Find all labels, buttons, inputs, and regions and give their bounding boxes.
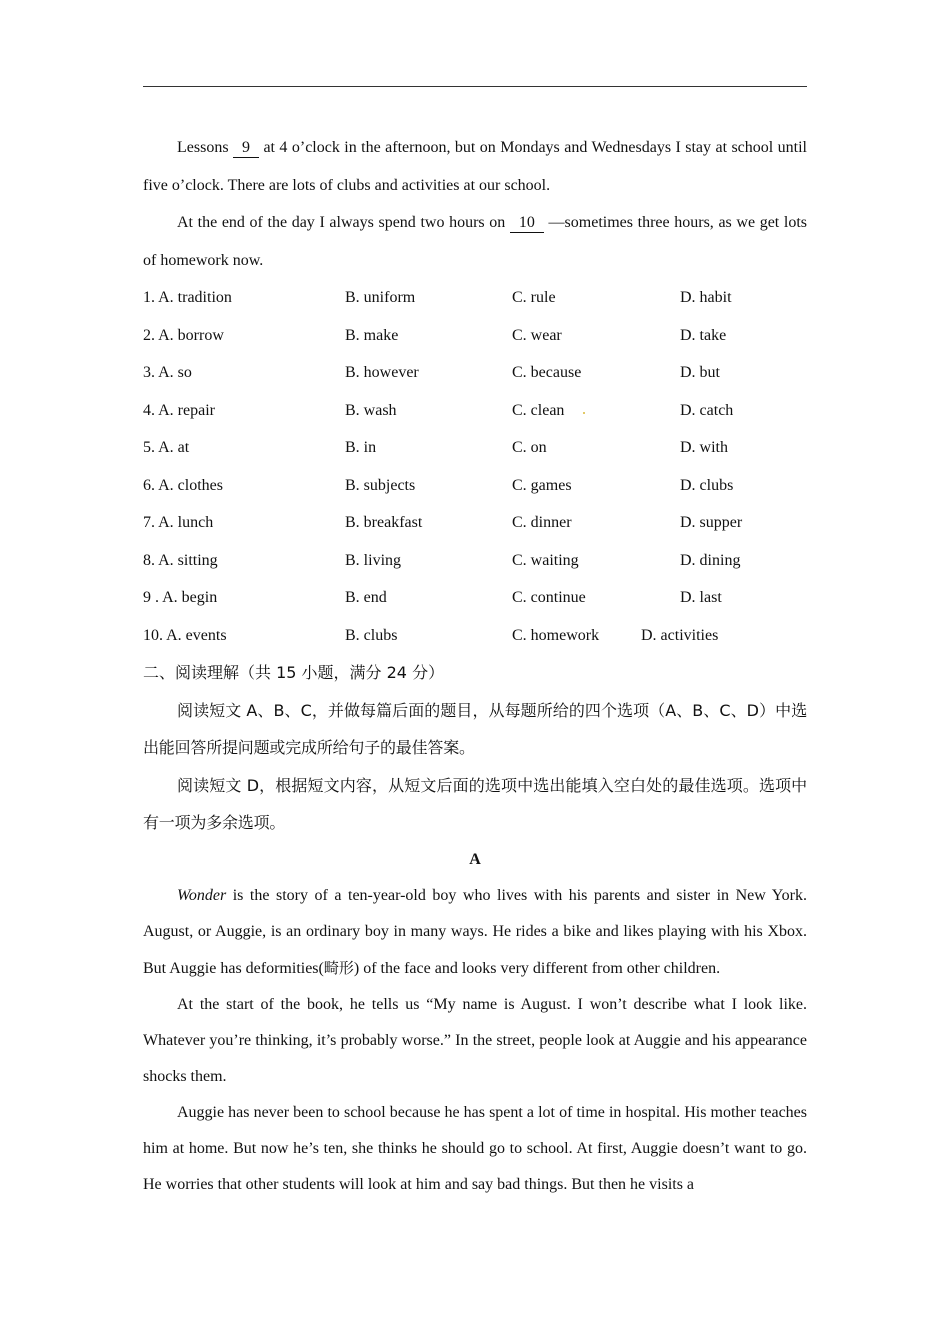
option-c: C. homework — [512, 626, 600, 644]
option-d: D. catch — [680, 401, 734, 419]
option-c: C. waiting — [512, 551, 579, 569]
cloze-paragraph-2 — [143, 204, 807, 279]
cloze-text: —sometimes three hours, as we get lots of homework now. — [143, 214, 808, 269]
cloze-paragraph-1 — [143, 129, 807, 204]
passage-text: ) of the face and looks very different from other children. — [353, 959, 721, 977]
option-b: B. make — [345, 326, 399, 344]
chinese-gloss: 畸形 — [323, 958, 354, 977]
option-row — [143, 504, 807, 542]
passage-letter: A — [469, 850, 481, 868]
passage-paragraph-1 — [143, 878, 807, 987]
option-c: C. rule — [512, 289, 556, 306]
option-b: B. end — [345, 589, 387, 606]
cloze-text: At the end of the day I always spend two hours on — [177, 214, 510, 231]
book-title: Wonder — [177, 886, 227, 904]
option-row — [143, 579, 807, 617]
cloze-text: Lessons — [177, 139, 233, 156]
passage-paragraph-2: At the start of the book, he tells us “My name is August. I won’t describe what I look like. Whatever you’re thinking, it’s probably worse.” In the street, people look at Auggie and his appearance shocks them. — [143, 995, 807, 1085]
blank-10: 10 — [510, 214, 544, 233]
option-b: B. subjects — [345, 476, 416, 494]
blank-9: 9 — [233, 139, 259, 158]
option-d: D. activities — [641, 626, 719, 644]
option-d: D. clubs — [680, 476, 734, 494]
option-d: D. with — [680, 439, 728, 456]
option-row — [143, 542, 807, 580]
instruction-2: 阅读短文 D，根据短文内容，从短文后面的选项中选出能填入空白处的最佳选项。选项中有一项为多余选项。 — [143, 775, 807, 832]
passage-a — [143, 878, 807, 1203]
option-b: B. living — [345, 551, 402, 569]
option-a: 9 . A. begin — [143, 589, 218, 606]
option-d: D. take — [680, 326, 727, 344]
option-c: C. dinner — [512, 514, 572, 531]
passage-paragraph-3: Auggie has never been to school because he has spent a lot of time in hospital. His mother teaches him at home. But now he’s ten, she thinks he should go to school. At first, Auggie doesn’t want to go. He worries that other students will look at him and say bad things. But then he visits a — [143, 1103, 807, 1193]
instruction-1: 阅读短文 A、B、C，并做每篇后面的题目，从每题所给的四个选项（A、B、C、D）中选出能回答所提问题或完成所给句子的最佳答案。 — [143, 700, 807, 757]
option-a: 7. A. lunch — [143, 514, 214, 531]
option-b: B. uniform — [345, 289, 416, 306]
option-row — [143, 467, 807, 505]
option-d: D. habit — [680, 289, 732, 306]
options-list — [143, 279, 807, 654]
option-b: B. clubs — [345, 626, 398, 644]
option-c: C. continue — [512, 589, 586, 606]
section-title: 二、阅读理解（共 15 小题，满分 24 分） — [143, 663, 445, 682]
option-a: 8. A. sitting — [143, 551, 218, 569]
option-a: 4. A. repair — [143, 401, 215, 419]
option-row — [143, 279, 807, 317]
option-c: C. clean — [512, 401, 565, 419]
option-row — [143, 354, 807, 392]
cloze-text: at 4 o’clock in the afternoon, but on Mondays and Wednesdays I stay at school until five o’clock. There are lots of clubs and activities at our school. — [143, 139, 807, 194]
option-d: D. last — [680, 589, 722, 606]
option-c: C. games — [512, 476, 572, 494]
page-content — [143, 129, 807, 1203]
option-b: B. however — [345, 364, 419, 381]
option-row — [143, 392, 807, 430]
option-d: D. supper — [680, 514, 743, 531]
option-row — [143, 429, 807, 467]
option-c: C. because — [512, 364, 582, 381]
option-row — [143, 317, 807, 355]
option-a: 6. A. clothes — [143, 476, 223, 494]
option-d: D. but — [680, 364, 720, 381]
option-d: D. dining — [680, 551, 741, 569]
option-a: 3. A. so — [143, 364, 192, 381]
header-rule — [143, 86, 807, 87]
option-c: C. on — [512, 439, 547, 456]
option-b: B. in — [345, 439, 377, 456]
passage-text: is the story of a ten-year-old boy who lives with his parents and sister in New York. August, or Auggie, is an ordinary boy in many ways. He rides a bike and likes playing with his Xbox. But Auggie has deformities( — [143, 886, 807, 977]
option-a: 5. A. at — [143, 439, 190, 456]
option-a: 2. A. borrow — [143, 326, 224, 344]
option-a: 1. A. tradition — [143, 289, 232, 306]
option-a: 10. A. events — [143, 626, 227, 644]
option-row — [143, 617, 807, 655]
option-c: C. wear — [512, 326, 562, 344]
option-b: B. breakfast — [345, 514, 423, 531]
option-b: B. wash — [345, 401, 397, 419]
